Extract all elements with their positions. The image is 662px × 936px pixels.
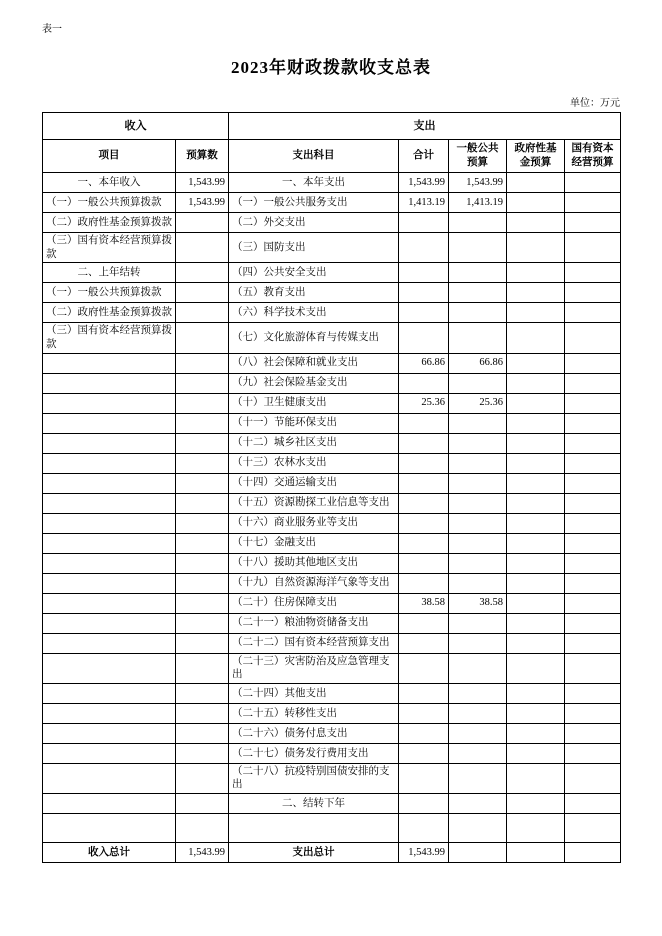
gov-fund-budget-cell <box>507 413 565 433</box>
expense-group-header: 支出 <box>229 113 621 140</box>
income-item-cell <box>43 613 176 633</box>
state-capital-budget-cell <box>565 794 621 814</box>
income-item-cell <box>43 723 176 743</box>
expense-subject-cell: 二、结转下年 <box>229 794 399 814</box>
income-item-cell <box>43 763 176 793</box>
state-capital-budget-cell <box>565 703 621 723</box>
income-item-cell <box>43 373 176 393</box>
general-budget-cell <box>449 743 507 763</box>
table-row <box>43 173 621 193</box>
state-capital-budget-cell <box>565 533 621 553</box>
income-budget-cell <box>176 453 229 473</box>
page-title: 2023年财政拨款收支总表 <box>231 58 431 77</box>
expense-total-cell <box>399 613 449 633</box>
gov-fund-budget-cell <box>507 533 565 553</box>
income-item-cell <box>43 453 176 473</box>
expense-total-cell <box>399 303 449 323</box>
general-budget-cell <box>449 283 507 303</box>
income-budget-cell <box>176 593 229 613</box>
expense-subject-cell: （二十三）灾害防治及应急管理支出 <box>229 653 399 683</box>
expense-subject-cell: （九）社会保险基金支出 <box>229 373 399 393</box>
expense-subject-cell: （一）一般公共服务支出 <box>229 193 399 213</box>
table-row <box>43 814 621 843</box>
table-row <box>43 593 621 613</box>
gov-fund-budget-cell <box>507 794 565 814</box>
table-row <box>43 353 621 373</box>
column-header-row <box>43 140 621 173</box>
income-item-cell <box>43 353 176 373</box>
gov-fund-budget-cell <box>507 593 565 613</box>
gov-fund-budget-cell <box>507 743 565 763</box>
table-row <box>43 683 621 703</box>
expense-total-cell <box>399 233 449 263</box>
expense-total-cell <box>399 433 449 453</box>
income-budget-cell: 1,543.99 <box>176 193 229 213</box>
income-item-cell <box>43 553 176 573</box>
general-budget-cell: 25.36 <box>449 393 507 413</box>
state-capital-budget-cell <box>565 493 621 513</box>
income-budget-cell <box>176 653 229 683</box>
general-budget-cell <box>449 843 507 863</box>
income-budget-cell <box>176 393 229 413</box>
income-budget-cell <box>176 283 229 303</box>
income-item-cell: 一、本年收入 <box>43 173 176 193</box>
expense-total-cell <box>399 633 449 653</box>
expense-subject-cell: （十三）农林水支出 <box>229 453 399 473</box>
state-capital-budget-cell <box>565 393 621 413</box>
income-item-cell: 收入总计 <box>43 843 176 863</box>
expense-subject-cell: （二十一）粮油物资储备支出 <box>229 613 399 633</box>
state-capital-budget-cell <box>565 593 621 613</box>
income-item-cell <box>43 433 176 453</box>
state-capital-budget-cell <box>565 653 621 683</box>
expense-total-cell <box>399 794 449 814</box>
expense-subject-cell: （二十）住房保障支出 <box>229 593 399 613</box>
income-item-cell: （一）一般公共预算拨款 <box>43 283 176 303</box>
state-capital-budget-cell <box>565 233 621 263</box>
expense-total-cell <box>399 814 449 843</box>
general-budget-cell: 1,543.99 <box>449 173 507 193</box>
general-budget-cell <box>449 533 507 553</box>
expense-total-cell <box>399 763 449 793</box>
expense-total-cell <box>399 573 449 593</box>
gov-fund-budget-cell <box>507 233 565 263</box>
expense-subject-cell: （十一）节能环保支出 <box>229 413 399 433</box>
table-body <box>43 173 621 863</box>
income-item-cell: 二、上年结转 <box>43 263 176 283</box>
expense-subject-cell <box>229 814 399 843</box>
general-budget-cell <box>449 263 507 283</box>
table-row <box>43 533 621 553</box>
col-header-item: 项目 <box>43 140 176 173</box>
state-capital-budget-cell <box>565 843 621 863</box>
gov-fund-budget-cell <box>507 843 565 863</box>
income-budget-cell <box>176 263 229 283</box>
expense-total-cell <box>399 213 449 233</box>
state-capital-budget-cell <box>565 353 621 373</box>
expense-total-cell <box>399 723 449 743</box>
general-budget-cell <box>449 473 507 493</box>
expense-subject-cell: （十四）交通运输支出 <box>229 473 399 493</box>
general-budget-cell <box>449 573 507 593</box>
expense-subject-cell: 一、本年支出 <box>229 173 399 193</box>
income-budget-cell <box>176 373 229 393</box>
expense-subject-cell: （十八）援助其他地区支出 <box>229 553 399 573</box>
income-budget-cell <box>176 473 229 493</box>
income-budget-cell: 1,543.99 <box>176 173 229 193</box>
general-budget-cell <box>449 814 507 843</box>
income-budget-cell <box>176 303 229 323</box>
income-budget-cell <box>176 533 229 553</box>
general-budget-cell <box>449 633 507 653</box>
state-capital-budget-cell <box>565 413 621 433</box>
gov-fund-budget-cell <box>507 573 565 593</box>
table-row <box>43 213 621 233</box>
general-budget-cell <box>449 613 507 633</box>
general-budget-cell <box>449 763 507 793</box>
general-budget-cell <box>449 323 507 353</box>
income-item-cell <box>43 703 176 723</box>
income-item-cell <box>43 393 176 413</box>
expense-total-cell <box>399 653 449 683</box>
income-item-cell <box>43 814 176 843</box>
gov-fund-budget-cell <box>507 353 565 373</box>
col-header-gov-fund-budget: 政府性基金预算 <box>507 140 565 173</box>
table-row <box>43 413 621 433</box>
gov-fund-budget-cell <box>507 814 565 843</box>
gov-fund-budget-cell <box>507 493 565 513</box>
income-budget-cell <box>176 743 229 763</box>
expense-total-cell: 38.58 <box>399 593 449 613</box>
expense-total-cell: 1,413.19 <box>399 193 449 213</box>
general-budget-cell <box>449 303 507 323</box>
expense-total-cell: 1,543.99 <box>399 173 449 193</box>
general-budget-cell: 66.86 <box>449 353 507 373</box>
state-capital-budget-cell <box>565 453 621 473</box>
expense-total-cell: 1,543.99 <box>399 843 449 863</box>
table-row <box>43 283 621 303</box>
expense-total-cell <box>399 553 449 573</box>
state-capital-budget-cell <box>565 323 621 353</box>
general-budget-cell <box>449 723 507 743</box>
income-budget-cell <box>176 613 229 633</box>
gov-fund-budget-cell <box>507 553 565 573</box>
income-item-cell <box>43 573 176 593</box>
gov-fund-budget-cell <box>507 513 565 533</box>
gov-fund-budget-cell <box>507 173 565 193</box>
gov-fund-budget-cell <box>507 213 565 233</box>
table-row <box>43 263 621 283</box>
income-item-cell <box>43 473 176 493</box>
income-budget-cell <box>176 493 229 513</box>
expense-total-cell <box>399 453 449 473</box>
expense-total-cell <box>399 743 449 763</box>
state-capital-budget-cell <box>565 573 621 593</box>
table-row <box>43 633 621 653</box>
expense-total-cell <box>399 283 449 303</box>
state-capital-budget-cell <box>565 513 621 533</box>
general-budget-cell <box>449 703 507 723</box>
income-item-cell: （一）一般公共预算拨款 <box>43 193 176 213</box>
table-row <box>43 453 621 473</box>
expense-total-cell <box>399 263 449 283</box>
col-header-general-budget: 一般公共预算 <box>449 140 507 173</box>
gov-fund-budget-cell <box>507 633 565 653</box>
state-capital-budget-cell <box>565 303 621 323</box>
income-budget-cell <box>176 723 229 743</box>
expense-subject-cell: （八）社会保障和就业支出 <box>229 353 399 373</box>
table-row <box>43 653 621 683</box>
state-capital-budget-cell <box>565 814 621 843</box>
gov-fund-budget-cell <box>507 653 565 683</box>
state-capital-budget-cell <box>565 683 621 703</box>
expense-subject-cell: （二十五）转移性支出 <box>229 703 399 723</box>
state-capital-budget-cell <box>565 763 621 793</box>
col-header-state-capital-budget: 国有资本经营预算 <box>565 140 621 173</box>
income-budget-cell <box>176 353 229 373</box>
income-group-header: 收入 <box>43 113 229 140</box>
income-budget-cell <box>176 513 229 533</box>
gov-fund-budget-cell <box>507 723 565 743</box>
income-budget-cell <box>176 553 229 573</box>
table-row <box>43 433 621 453</box>
state-capital-budget-cell <box>565 213 621 233</box>
state-capital-budget-cell <box>565 433 621 453</box>
expense-total-cell <box>399 493 449 513</box>
gov-fund-budget-cell <box>507 373 565 393</box>
expense-subject-cell: （十）卫生健康支出 <box>229 393 399 413</box>
table-row <box>43 193 621 213</box>
income-budget-cell <box>176 413 229 433</box>
state-capital-budget-cell <box>565 263 621 283</box>
income-item-cell <box>43 653 176 683</box>
income-item-cell <box>43 633 176 653</box>
state-capital-budget-cell <box>565 613 621 633</box>
general-budget-cell <box>449 433 507 453</box>
col-header-subject: 支出科目 <box>229 140 399 173</box>
expense-subject-cell: （四）公共安全支出 <box>229 263 399 283</box>
gov-fund-budget-cell <box>507 433 565 453</box>
table-row <box>43 763 621 793</box>
income-budget-cell <box>176 233 229 263</box>
expense-subject-cell: （二十七）债务发行费用支出 <box>229 743 399 763</box>
expense-subject-cell: （五）教育支出 <box>229 283 399 303</box>
expense-subject-cell: （七）文化旅游体育与传媒支出 <box>229 323 399 353</box>
state-capital-budget-cell <box>565 633 621 653</box>
expense-subject-cell: （二十六）债务付息支出 <box>229 723 399 743</box>
table-row <box>43 553 621 573</box>
general-budget-cell <box>449 413 507 433</box>
table-row <box>43 613 621 633</box>
general-budget-cell <box>449 683 507 703</box>
income-item-cell <box>43 413 176 433</box>
state-capital-budget-cell <box>565 193 621 213</box>
expense-subject-cell: （十九）自然资源海洋气象等支出 <box>229 573 399 593</box>
expense-total-cell <box>399 473 449 493</box>
table-row <box>43 703 621 723</box>
income-item-cell: （三）国有资本经营预算拨款 <box>43 233 176 263</box>
table-row <box>43 513 621 533</box>
expense-total-cell <box>399 533 449 553</box>
general-budget-cell <box>449 213 507 233</box>
state-capital-budget-cell <box>565 723 621 743</box>
expense-subject-cell: （六）科学技术支出 <box>229 303 399 323</box>
state-capital-budget-cell <box>565 173 621 193</box>
general-budget-cell <box>449 453 507 473</box>
general-budget-cell: 38.58 <box>449 593 507 613</box>
expense-total-cell <box>399 683 449 703</box>
income-budget-cell: 1,543.99 <box>176 843 229 863</box>
table-row <box>43 794 621 814</box>
expense-total-cell: 25.36 <box>399 393 449 413</box>
general-budget-cell: 1,413.19 <box>449 193 507 213</box>
expense-total-cell <box>399 323 449 353</box>
expense-total-cell <box>399 373 449 393</box>
gov-fund-budget-cell <box>507 473 565 493</box>
general-budget-cell <box>449 653 507 683</box>
table-row <box>43 303 621 323</box>
gov-fund-budget-cell <box>507 283 565 303</box>
expense-subject-cell: （十五）资源勘探工业信息等支出 <box>229 493 399 513</box>
income-budget-cell <box>176 573 229 593</box>
expense-subject-cell: （三）国防支出 <box>229 233 399 263</box>
income-budget-cell <box>176 763 229 793</box>
unit-note: 单位：万元 <box>570 98 620 109</box>
general-budget-cell <box>449 373 507 393</box>
income-item-cell: （二）政府性基金预算拨款 <box>43 213 176 233</box>
gov-fund-budget-cell <box>507 763 565 793</box>
income-item-cell: （三）国有资本经营预算拨款 <box>43 323 176 353</box>
state-capital-budget-cell <box>565 373 621 393</box>
income-budget-cell <box>176 323 229 353</box>
income-budget-cell <box>176 794 229 814</box>
expense-total-cell <box>399 413 449 433</box>
general-budget-cell <box>449 553 507 573</box>
gov-fund-budget-cell <box>507 703 565 723</box>
income-item-cell <box>43 794 176 814</box>
expense-subject-cell: （二十二）国有资本经营预算支出 <box>229 633 399 653</box>
gov-fund-budget-cell <box>507 683 565 703</box>
gov-fund-budget-cell <box>507 303 565 323</box>
state-capital-budget-cell <box>565 473 621 493</box>
income-budget-cell <box>176 213 229 233</box>
income-item-cell: （二）政府性基金预算拨款 <box>43 303 176 323</box>
income-item-cell <box>43 743 176 763</box>
table-row <box>43 493 621 513</box>
income-budget-cell <box>176 433 229 453</box>
sheet-label: 表一 <box>42 24 62 35</box>
expense-total-cell <box>399 703 449 723</box>
income-budget-cell <box>176 814 229 843</box>
table-row <box>43 723 621 743</box>
gov-fund-budget-cell <box>507 323 565 353</box>
table-row <box>43 843 621 863</box>
general-budget-cell <box>449 794 507 814</box>
state-capital-budget-cell <box>565 283 621 303</box>
expense-subject-cell: （十二）城乡社区支出 <box>229 433 399 453</box>
general-budget-cell <box>449 493 507 513</box>
income-item-cell <box>43 513 176 533</box>
expense-subject-cell: 支出总计 <box>229 843 399 863</box>
gov-fund-budget-cell <box>507 613 565 633</box>
table-row <box>43 373 621 393</box>
expense-subject-cell: （二十四）其他支出 <box>229 683 399 703</box>
expense-total-cell <box>399 513 449 533</box>
income-item-cell <box>43 493 176 513</box>
income-item-cell <box>43 683 176 703</box>
group-header-row <box>43 113 621 140</box>
table-row <box>43 473 621 493</box>
budget-summary-table <box>42 112 621 863</box>
income-item-cell <box>43 593 176 613</box>
general-budget-cell <box>449 513 507 533</box>
expense-subject-cell: （十七）金融支出 <box>229 533 399 553</box>
income-budget-cell <box>176 703 229 723</box>
expense-subject-cell: （十六）商业服务业等支出 <box>229 513 399 533</box>
col-header-total: 合计 <box>399 140 449 173</box>
state-capital-budget-cell <box>565 553 621 573</box>
expense-subject-cell: （二）外交支出 <box>229 213 399 233</box>
gov-fund-budget-cell <box>507 193 565 213</box>
income-budget-cell <box>176 683 229 703</box>
expense-total-cell: 66.86 <box>399 353 449 373</box>
general-budget-cell <box>449 233 507 263</box>
table-row <box>43 323 621 353</box>
table-row <box>43 573 621 593</box>
gov-fund-budget-cell <box>507 453 565 473</box>
table-row <box>43 393 621 413</box>
state-capital-budget-cell <box>565 743 621 763</box>
gov-fund-budget-cell <box>507 393 565 413</box>
col-header-budget: 预算数 <box>176 140 229 173</box>
income-budget-cell <box>176 633 229 653</box>
gov-fund-budget-cell <box>507 263 565 283</box>
expense-subject-cell: （二十八）抗疫特别国债安排的支出 <box>229 763 399 793</box>
table-row <box>43 743 621 763</box>
table-row <box>43 233 621 263</box>
income-item-cell <box>43 533 176 553</box>
